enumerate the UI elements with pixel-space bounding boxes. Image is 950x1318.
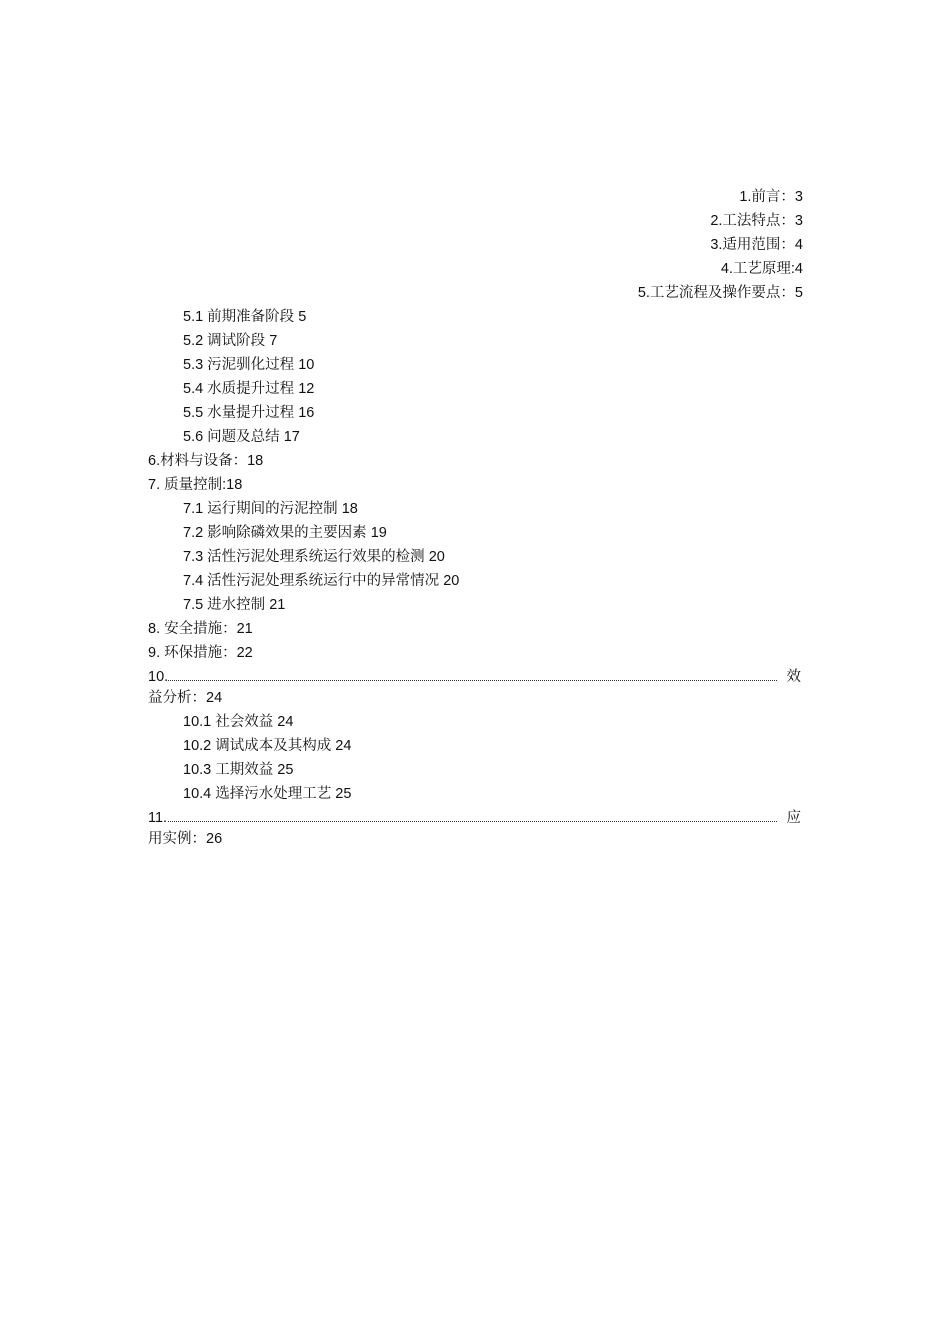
toc-item-10-3[interactable]: 10.3 工期效益 25 bbox=[183, 762, 294, 778]
toc-item-10[interactable] bbox=[148, 667, 803, 687]
toc-item-2[interactable]: 2.工法特点：3 bbox=[710, 213, 803, 229]
toc-item-11[interactable] bbox=[148, 808, 803, 828]
toc-item-7-5[interactable]: 7.5 进水控制 21 bbox=[183, 597, 286, 613]
toc-item-5-3[interactable]: 5.3 污泥驯化过程 10 bbox=[183, 357, 315, 373]
toc-item-5-4[interactable]: 5.4 水质提升过程 12 bbox=[183, 381, 315, 397]
dotted-leader bbox=[168, 680, 777, 681]
toc-item-5[interactable]: 5.工艺流程及操作要点：5 bbox=[637, 285, 803, 301]
toc-item-1[interactable]: 1.前言：3 bbox=[739, 189, 803, 205]
toc-item-5-6[interactable]: 5.6 问题及总结 17 bbox=[183, 429, 300, 445]
toc-item-11-continuation[interactable]: 用实例：26 bbox=[148, 831, 223, 847]
toc-item-9[interactable]: 9. 环保措施：22 bbox=[148, 645, 253, 661]
toc-item-7[interactable]: 7. 质量控制:18 bbox=[148, 477, 243, 493]
dotted-leader bbox=[168, 821, 777, 822]
toc-item-7-2[interactable]: 7.2 影响除磷效果的主要因素 19 bbox=[183, 525, 387, 541]
toc-item-10-number: 10. bbox=[148, 669, 169, 685]
toc-item-10-2[interactable]: 10.2 调试成本及其构成 24 bbox=[183, 738, 352, 754]
toc-item-10-continuation[interactable]: 益分析：24 bbox=[148, 690, 223, 706]
toc-item-7-3[interactable]: 7.3 活性污泥处理系统运行效果的检测 20 bbox=[183, 549, 445, 565]
toc-item-4[interactable]: 4.工艺原理:4 bbox=[720, 261, 803, 277]
toc-item-5-1[interactable]: 5.1 前期准备阶段 5 bbox=[183, 309, 307, 325]
toc-item-5-2[interactable]: 5.2 调试阶段 7 bbox=[183, 333, 278, 349]
toc-item-10-1[interactable]: 10.1 社会效益 24 bbox=[183, 714, 294, 730]
toc-item-5-5[interactable]: 5.5 水量提升过程 16 bbox=[183, 405, 315, 421]
toc-item-10-first-char: 效 bbox=[786, 669, 801, 685]
toc-item-10-4[interactable]: 10.4 选择污水处理工艺 25 bbox=[183, 786, 352, 802]
toc-item-11-number: 11. bbox=[148, 810, 168, 826]
toc-item-8[interactable]: 8. 安全措施：21 bbox=[148, 621, 253, 637]
toc-item-7-4[interactable]: 7.4 活性污泥处理系统运行中的异常情况 20 bbox=[183, 573, 460, 589]
toc-item-7-1[interactable]: 7.1 运行期间的污泥控制 18 bbox=[183, 501, 358, 517]
toc-item-3[interactable]: 3.适用范围：4 bbox=[710, 237, 803, 253]
toc-item-6[interactable]: 6.材料与设备：18 bbox=[148, 453, 264, 469]
toc-item-11-first-char: 应 bbox=[786, 810, 801, 826]
